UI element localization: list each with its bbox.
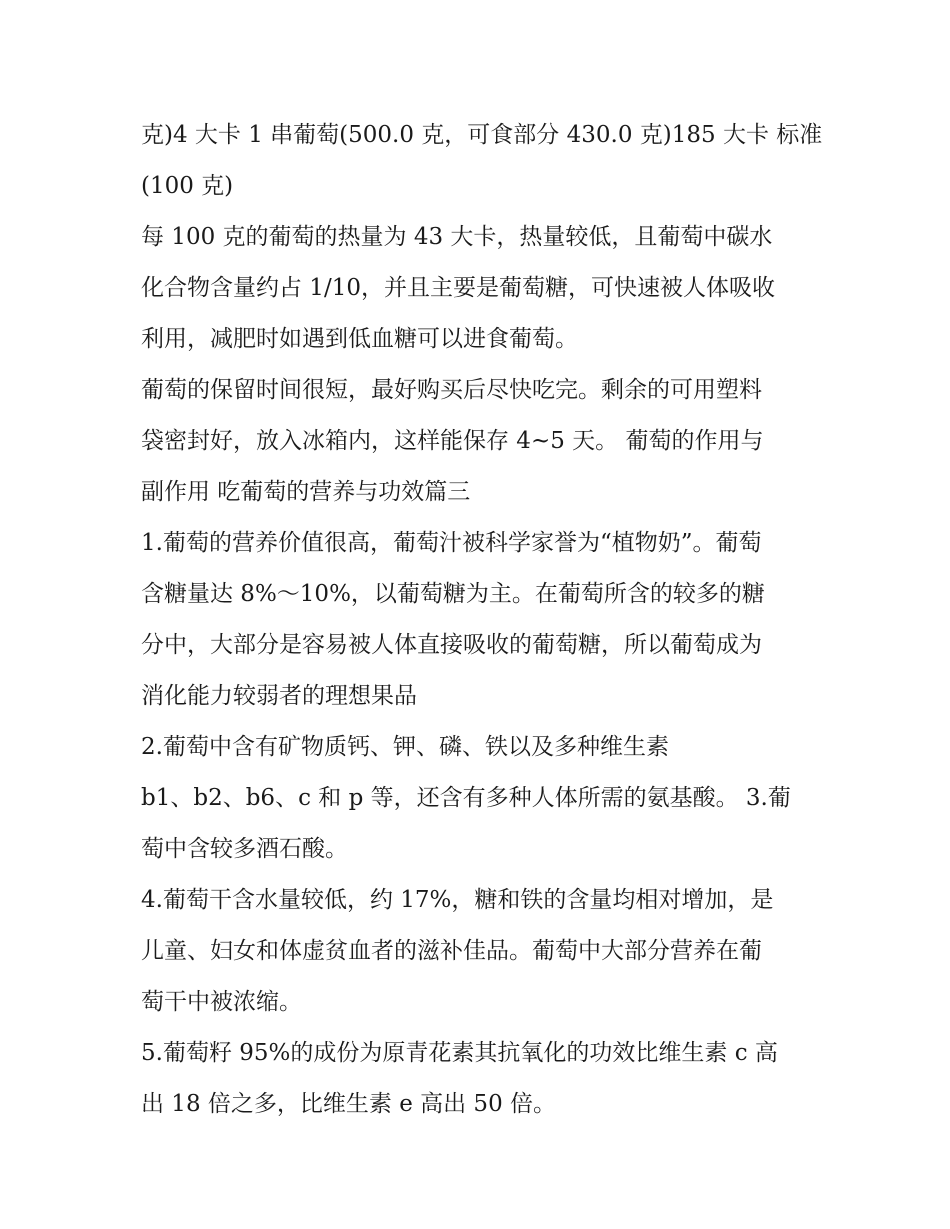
text-line-8: 副作用 吃葡萄的营养与功效篇三: [141, 479, 471, 505]
text-line-13: 2.葡萄中含有矿物质钙、钾、磷、铁以及多种维生素: [141, 734, 669, 760]
text-line-7: 袋密封好，放入冰箱内，这样能保存 4~5 天。 葡萄的作用与: [141, 428, 764, 454]
text-line-20: 出 18 倍之多，比维生素 e 高出 50 倍。: [141, 1091, 557, 1117]
text-line-14: b1、b2、b6、c 和 p 等，还含有多种人体所需的氨基酸。 3.葡: [141, 785, 791, 811]
text-line-9: 1.葡萄的营养价值很高，葡萄汁被科学家誉为“植物奶”。葡萄: [141, 530, 762, 556]
text-line-6: 葡萄的保留时间很短，最好购买后尽快吃完。剩余的可用塑料: [141, 377, 762, 403]
text-line-19: 5.葡萄籽 95%的成份为原青花素其抗氧化的功效比维生素 c 高: [141, 1040, 778, 1066]
text-line-11: 分中，大部分是容易被人体直接吸收的葡萄糖，所以葡萄成为: [141, 632, 762, 658]
document-body: [141, 110, 823, 1130]
text-line-10: 含糖量达 8%～10%，以葡萄糖为主。在葡萄所含的较多的糖: [141, 581, 765, 607]
text-line-5: 利用，减肥时如遇到低血糖可以进食葡萄。: [141, 326, 578, 352]
text-line-18: 萄干中被浓缩。: [141, 989, 302, 1015]
text-line-17: 儿童、妇女和体虚贫血者的滋补佳品。葡萄中大部分营养在葡: [141, 938, 762, 964]
text-line-15: 萄中含较多酒石酸。: [141, 836, 348, 862]
text-line-2: (100 克): [141, 173, 234, 199]
text-line-4: 化合物含量约占 1/10，并且主要是葡萄糖，可快速被人体吸收: [141, 275, 775, 301]
text-line-12: 消化能力较弱者的理想果品: [141, 683, 417, 709]
text-line-1: 克)4 大卡 1 串葡萄(500.0 克，可食部分 430.0 克)185 大卡 标准: [141, 122, 823, 148]
text-line-16: 4.葡萄干含水量较低，约 17%，糖和铁的含量均相对增加，是: [141, 887, 774, 913]
text-line-3: 每 100 克的葡萄的热量为 43 大卡，热量较低，且葡萄中碳水: [141, 224, 773, 250]
